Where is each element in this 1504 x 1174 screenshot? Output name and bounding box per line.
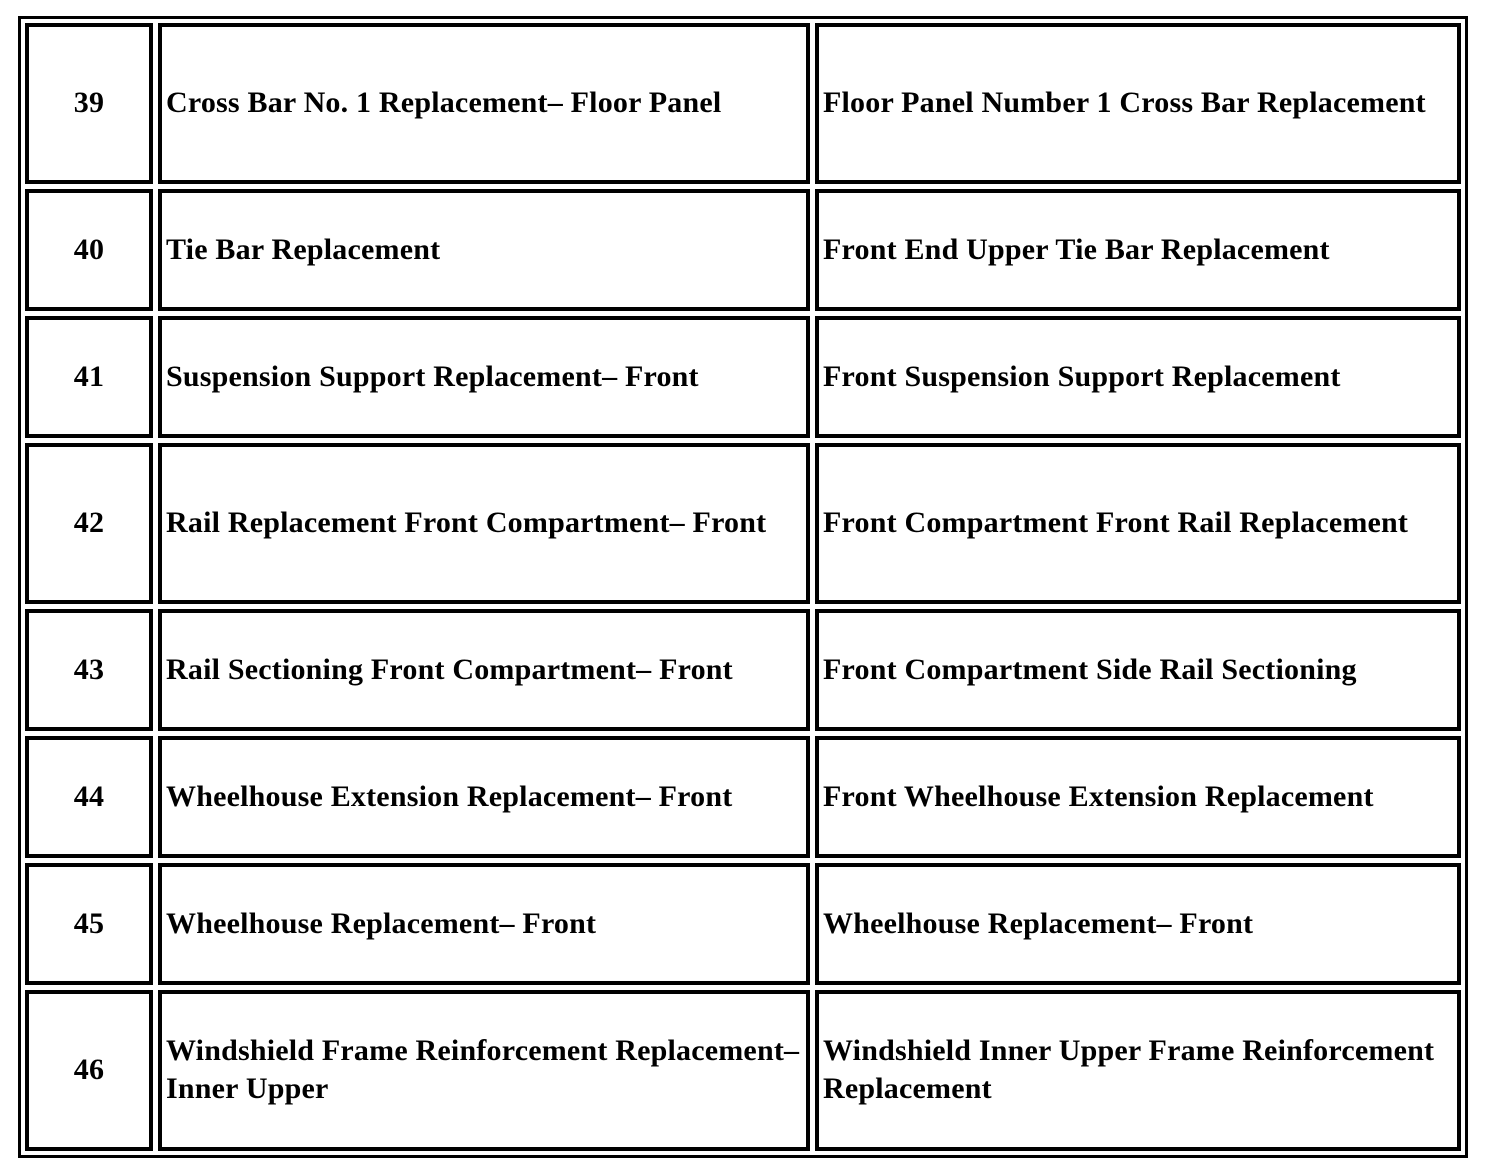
new-procedure-name: Front Wheelhouse Extension Replacement (815, 736, 1461, 858)
row-number: 42 (25, 443, 153, 604)
old-procedure-name: Rail Sectioning Front Compartment– Front (158, 609, 810, 731)
table-row (25, 316, 1461, 438)
table-row (25, 863, 1461, 985)
old-procedure-name: Wheelhouse Replacement– Front (158, 863, 810, 985)
table-row (25, 443, 1461, 604)
old-procedure-name: Wheelhouse Extension Replacement– Front (158, 736, 810, 858)
row-number: 39 (25, 23, 153, 184)
table-row (25, 990, 1461, 1151)
row-number: 40 (25, 189, 153, 311)
new-procedure-name: Floor Panel Number 1 Cross Bar Replacement (815, 23, 1461, 184)
table-row (25, 23, 1461, 184)
new-procedure-name: Front Compartment Front Rail Replacement (815, 443, 1461, 604)
document-table-frame (18, 16, 1468, 1158)
old-procedure-name: Rail Replacement Front Compartment– Front (158, 443, 810, 604)
new-procedure-name: Windshield Inner Upper Frame Reinforcement Replacement (815, 990, 1461, 1151)
old-procedure-name: Cross Bar No. 1 Replacement– Floor Panel (158, 23, 810, 184)
table-row (25, 609, 1461, 731)
row-number: 41 (25, 316, 153, 438)
new-procedure-name: Front End Upper Tie Bar Replacement (815, 189, 1461, 311)
row-number: 44 (25, 736, 153, 858)
old-procedure-name: Windshield Frame Reinforcement Replacement– Inner Upper (158, 990, 810, 1151)
old-procedure-name: Suspension Support Replacement– Front (158, 316, 810, 438)
row-number: 46 (25, 990, 153, 1151)
old-procedure-name: Tie Bar Replacement (158, 189, 810, 311)
new-procedure-name: Front Suspension Support Replacement (815, 316, 1461, 438)
new-procedure-name: Front Compartment Side Rail Sectioning (815, 609, 1461, 731)
procedure-name-table (20, 18, 1466, 1156)
row-number: 43 (25, 609, 153, 731)
table-row (25, 189, 1461, 311)
table-row (25, 736, 1461, 858)
new-procedure-name: Wheelhouse Replacement– Front (815, 863, 1461, 985)
row-number: 45 (25, 863, 153, 985)
